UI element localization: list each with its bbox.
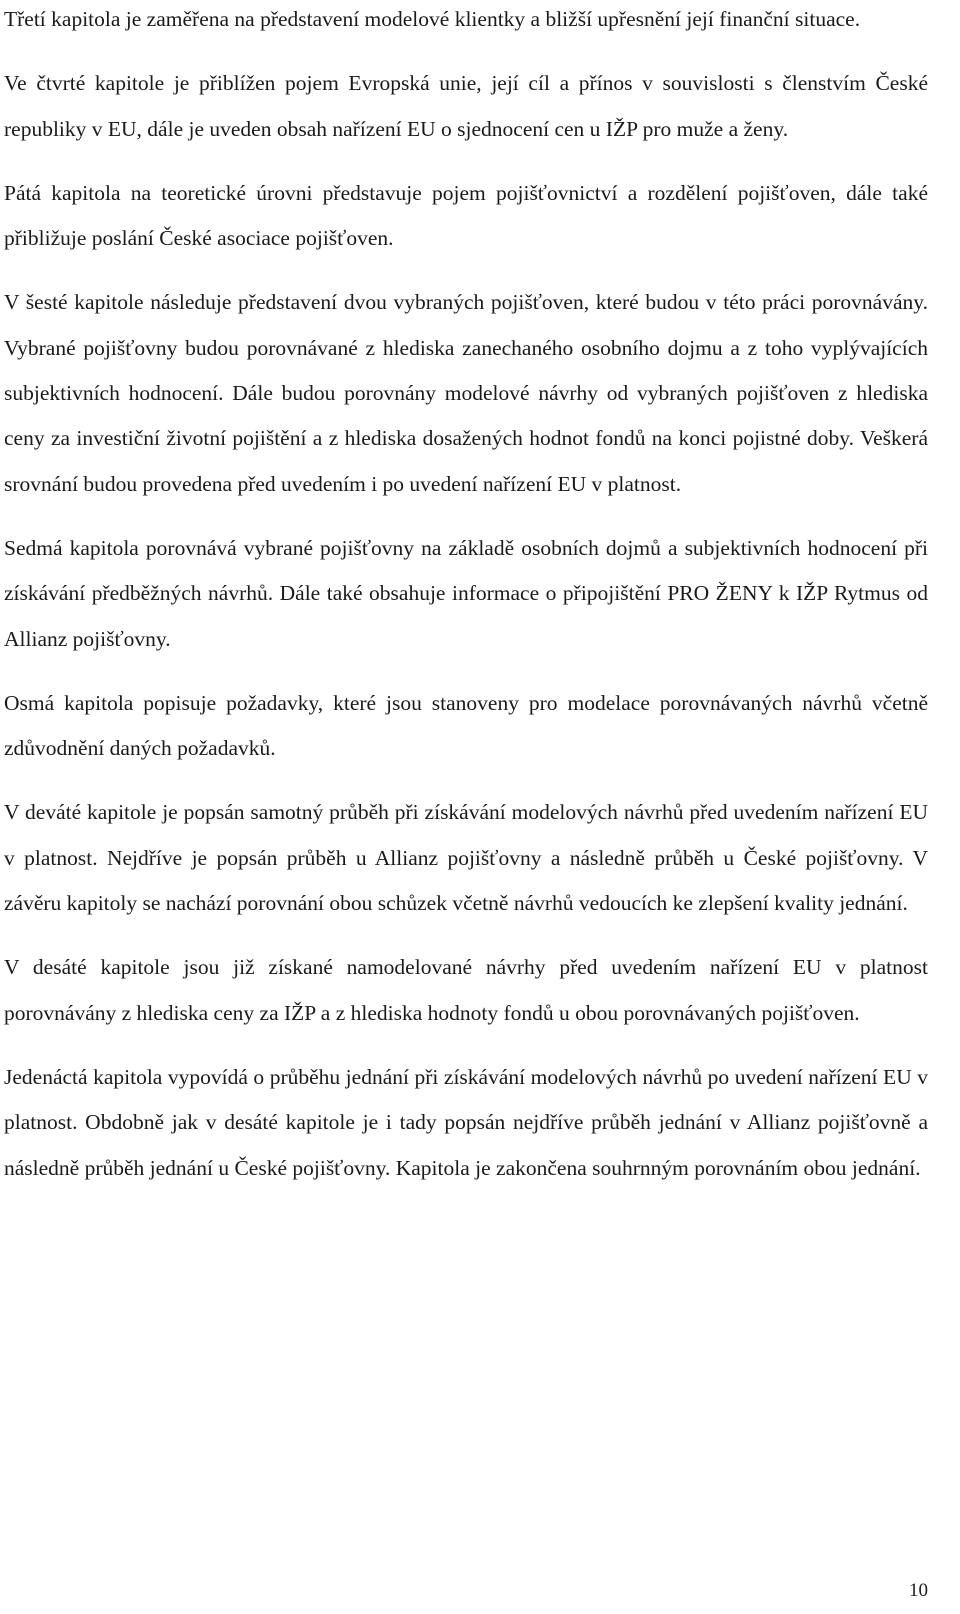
paragraph-chapter-4: Ve čtvrté kapitole je přiblížen pojem Evropská unie, její cíl a přínos v souvislosti s členstvím České republiky v EU, dále je uveden obsah nařízení EU o sjednocení cen u IŽP pro muže a ženy. (4, 71, 928, 141)
paragraph-chapter-7: Sedmá kapitola porovnává vybrané pojišťovny na základě osobních dojmů a subjektivních hodnocení při získávání předběžných návrhů. Dále také obsahuje informace o připojištění PRO ŽENY k IŽP Rytmus od Allianz pojišťovny. (4, 535, 928, 651)
paragraph-chapter-5: Pátá kapitola na teoretické úrovni představuje pojem pojišťovnictví a rozdělení pojišťoven, dále také přibližuje poslání České asociace pojišťoven. (4, 180, 928, 251)
paragraph-chapter-11: Jedenáctá kapitola vypovídá o průběhu jednání při získávání modelových návrhů po uvedení nařízení EU v platnost. Obdobně jak v desáté kapitole je i tady popsán nejdříve průběh jednání v Allianz pojišťovně a následně průběh jednání u České pojišťovny. Kapitola je zakončena souhrnným porovnáním obou jednání. (4, 1064, 928, 1180)
paragraph-chapter-6: V šesté kapitole následuje představení dvou vybraných pojišťoven, které budou v této práci porovnávány. Vybrané pojišťovny budou porovnávané z hlediska zanechaného osobního dojmu a z toho vyplývajících subjektivních hodnocení. Dále budou porovnány modelové návrhy od vybraných pojišťoven z hlediska ceny za investiční životní pojištění a z hlediska dosažených hodnot fondů na konci pojistné doby. Veškerá srovnání budou provedena před uvedením i po uvedení nařízení EU v platnost. (4, 290, 928, 496)
paragraph-chapter-8: Osmá kapitola popisuje požadavky, které jsou stanoveny pro modelace porovnávaných návrhů včetně zdůvodnění daných požadavků. (4, 690, 928, 761)
paragraph-chapter-3: Třetí kapitola je zaměřena na představení modelové klientky a bližší upřesnění její finanční situace. (4, 7, 861, 31)
page-number: 10 (909, 1580, 928, 1601)
page-body (4, 0, 928, 1210)
paragraph-chapter-10: V desáté kapitole jsou již získané namodelované návrhy před uvedením nařízení EU v platnost porovnávány z hlediska ceny za IŽP a z hlediska hodnoty fondů u obou porovnávaných pojišťoven. (4, 955, 928, 1025)
paragraph-chapter-9: V deváté kapitole je popsán samotný průběh při získávání modelových návrhů před uvedením nařízení EU v platnost. Nejdříve je popsán průběh u Allianz pojišťovny a následně průběh u České pojišťovny. V závěru kapitoly se nachází porovnání obou schůzek včetně návrhů vedoucích ke zlepšení kvality jednání. (4, 800, 928, 916)
